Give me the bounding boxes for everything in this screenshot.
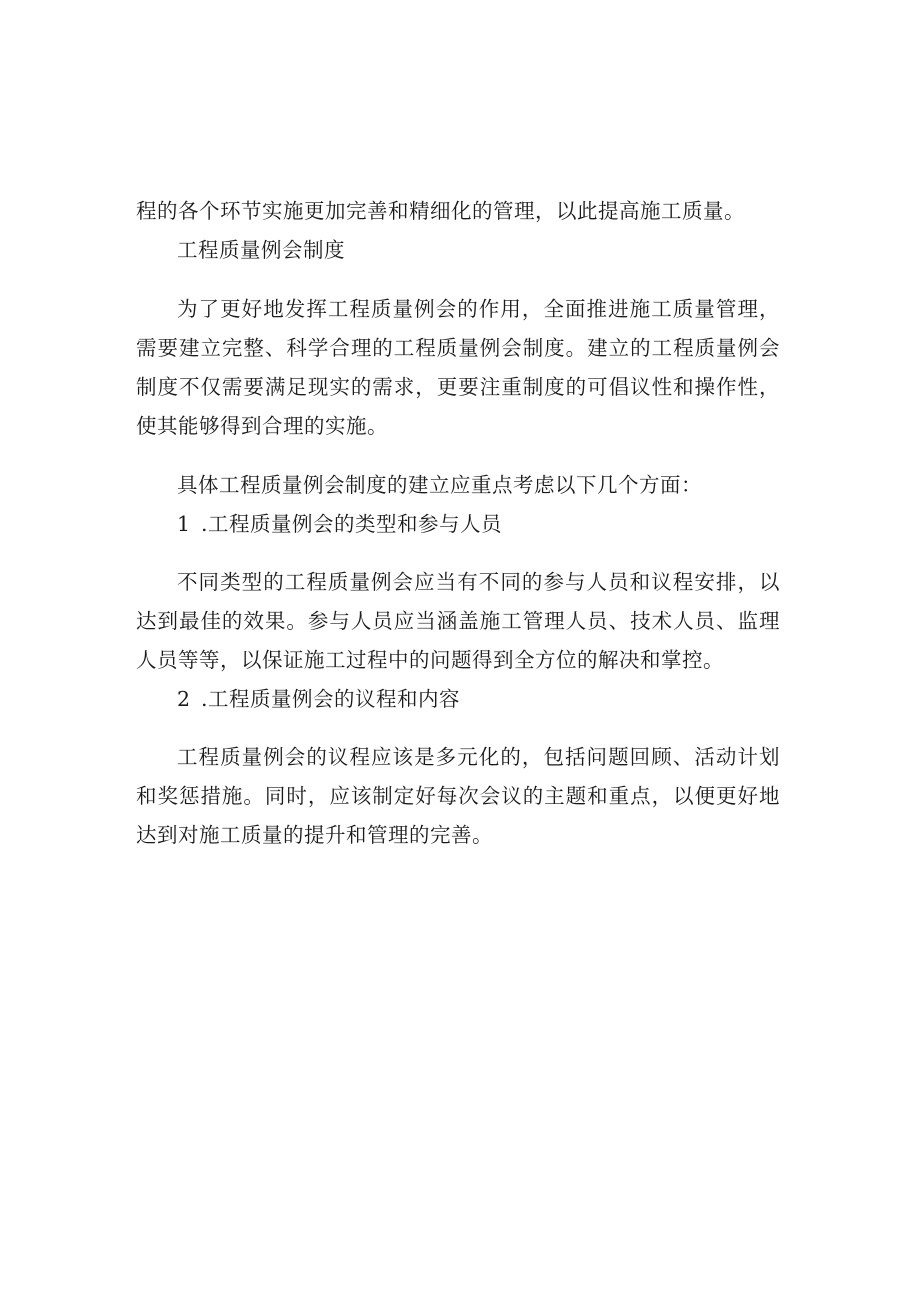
document-body bbox=[136, 192, 780, 855]
section-title: 工程质量例会制度 bbox=[177, 238, 345, 262]
list-item-1-body: 不同类型的工程质量例会应当有不同的参与人员和议程安排，以达到最佳的效果。参与人员应当涵盖施工管理人员、技术人员、监理人员等等，以保证施工过程中的问题得到全方位的解决和掌控。 bbox=[136, 570, 780, 672]
paragraph-continuation: 程的各个环节实施更加完善和精细化的管理，以此提高施工质量。 bbox=[136, 199, 745, 223]
paragraph-lead: 具体工程质量例会制度的建立应重点考虑以下几个方面： bbox=[177, 473, 702, 497]
list-item-1-title: .工程质量例会的类型和参与人员 bbox=[201, 512, 503, 536]
list-item-2-number: 2 bbox=[177, 687, 191, 711]
list-item-2-body: 工程质量例会的议程应该是多元化的，包括问题回顾、活动计划和奖惩措施。同时，应该制定好每次会议的主题和重点，以便更好地达到对施工质量的提升和管理的完善。 bbox=[136, 745, 780, 847]
list-item-2-title: .工程质量例会的议程和内容 bbox=[201, 687, 461, 711]
list-item-1-number: 1 bbox=[177, 512, 191, 536]
paragraph-intro: 为了更好地发挥工程质量例会的作用，全面推进施工质量管理，需要建立完整、科学合理的工程质量例会制度。建立的工程质量例会制度不仅需要满足现实的需求，更要注重制度的可倡议性和操作性，使其能够得到合理的实施。 bbox=[136, 297, 780, 438]
list-item-1-heading bbox=[136, 505, 780, 544]
list-item-2-heading bbox=[136, 680, 780, 719]
